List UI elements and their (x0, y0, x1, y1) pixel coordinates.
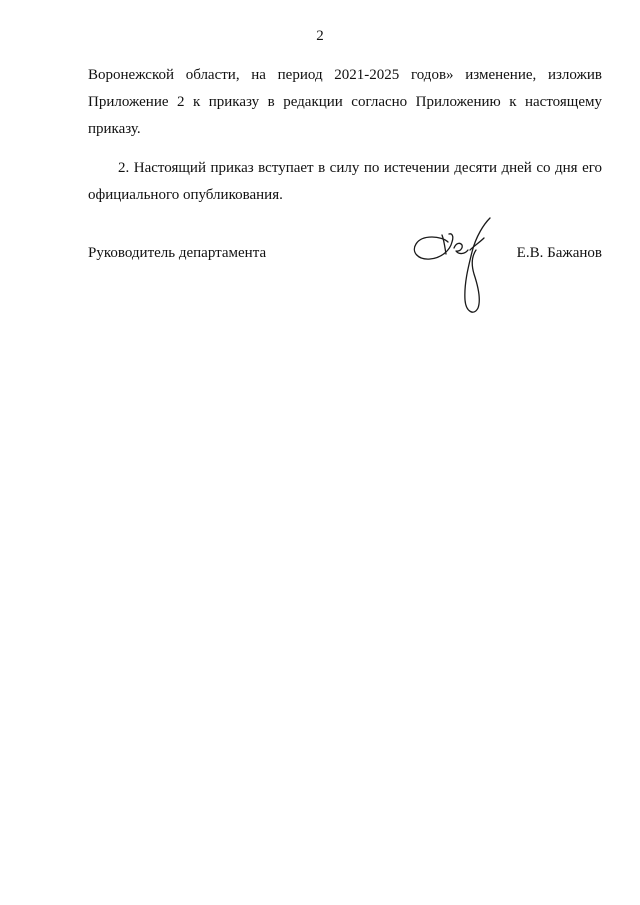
text-line: Воронежской области, на период 2021-2025 годов» изменение, изложив (88, 67, 602, 83)
page-number: 2 (316, 28, 324, 44)
text-line: 2. Настоящий приказ вступает в силу по истечении десяти дней со дня его (118, 160, 602, 176)
signature-block (88, 245, 602, 275)
document-body (88, 62, 602, 209)
paragraph-item-2 (88, 155, 602, 209)
signer-name: Е.В. Бажанов (516, 245, 602, 261)
text-line: Приложение 2 к приказу в редакции согласно Приложению к настоящему (88, 94, 602, 110)
signer-position: Руководитель департамента (88, 245, 267, 261)
text-line: официального опубликования. (88, 187, 283, 203)
text-line: приказу. (88, 121, 141, 137)
handwritten-signature (408, 212, 498, 322)
paragraph-continuation (88, 62, 602, 143)
